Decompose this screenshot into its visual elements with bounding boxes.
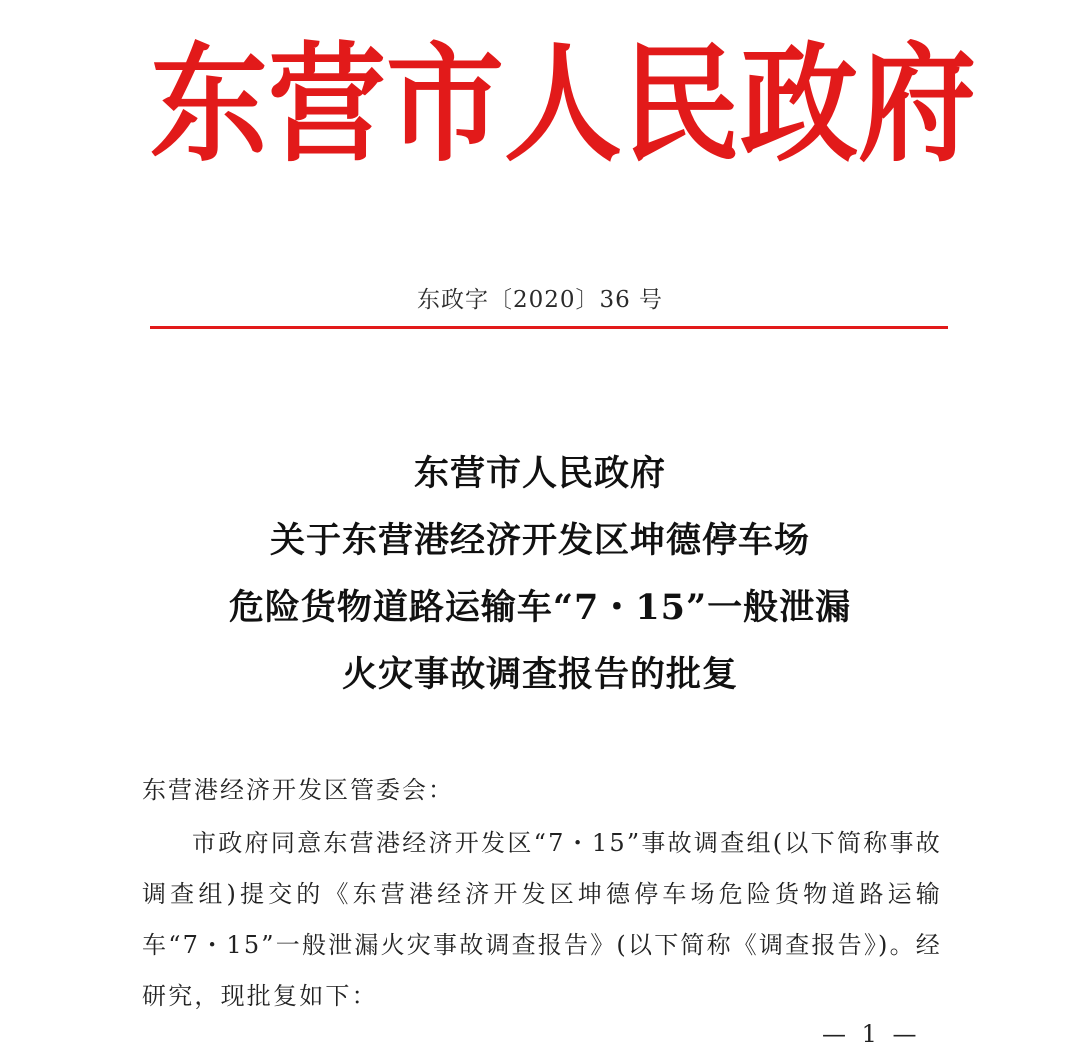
title-line: 危险货物道路运输车“7・15”一般泄漏 bbox=[228, 587, 852, 628]
title-line: 东营市人民政府 bbox=[413, 453, 666, 494]
masthead-char: 民 bbox=[622, 29, 741, 179]
title-line: 关于东营港经济开发区坤德停车场 bbox=[269, 520, 810, 561]
masthead-char: 东 bbox=[150, 29, 269, 179]
title-line: 火灾事故调查报告的批复 bbox=[341, 654, 738, 695]
masthead-char: 营 bbox=[268, 29, 387, 179]
masthead-char: 府 bbox=[858, 29, 977, 179]
salutation: 东营港经济开发区管委会： bbox=[142, 776, 454, 804]
masthead-char: 市 bbox=[386, 29, 505, 179]
document-title bbox=[0, 440, 1080, 708]
masthead-char: 政 bbox=[740, 29, 859, 179]
masthead-char: 人 bbox=[504, 29, 623, 179]
body-paragraph: 市政府同意东营港经济开发区“7・15”事故调查组(以下简称事故调查组)提交的《东营港经济开发区坤德停车场危险货物道路运输车“7・15”一般泄漏火灾事故调查报告》(以下简称《调查报告》)。经研究，现批复如下： bbox=[142, 829, 942, 1010]
page-number: — 1 — bbox=[822, 1020, 921, 1048]
red-divider-line bbox=[150, 326, 948, 329]
masthead-title bbox=[150, 29, 977, 179]
document-number: 东政字〔2020〕36 号 bbox=[416, 287, 664, 313]
